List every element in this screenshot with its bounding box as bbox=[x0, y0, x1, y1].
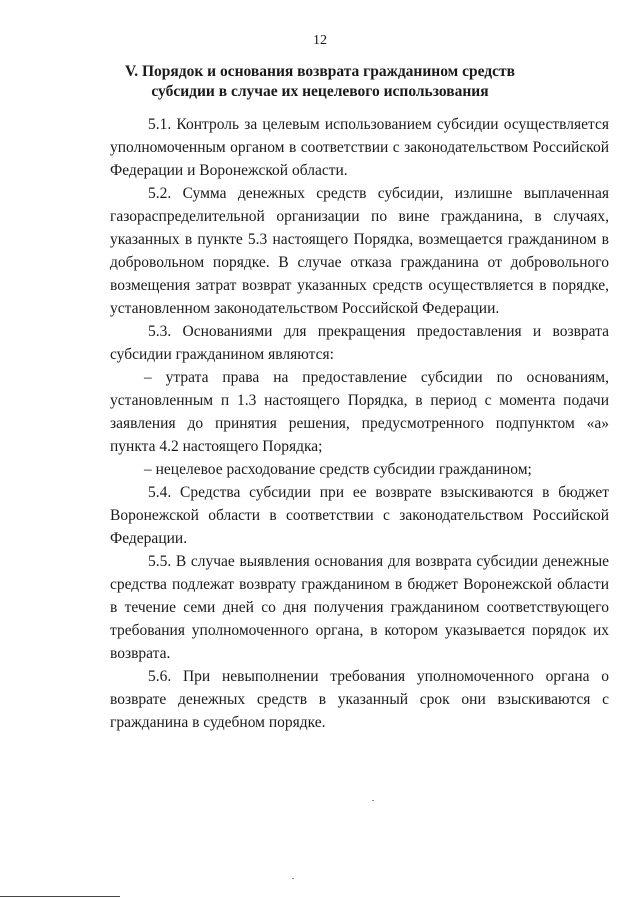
page-number: 12 bbox=[313, 33, 327, 48]
paragraph-5-6: 5.6. При невыполнении требования уполномоченного органа о возврате денежных средств в указанный срок они взыскиваются с гражданина в судебном порядке. bbox=[110, 668, 609, 731]
scan-speck bbox=[372, 800, 374, 801]
paragraph-5-3: 5.3. Основаниями для прекращения предоставления и возврата субсидии гражданином являются: bbox=[110, 323, 609, 363]
paragraph-5-2: 5.2. Сумма денежных средств субсидии, излишне выплаченная газораспределительной организации по вине гражданина, в случаях, указанных в пункте 5.3 настоящего Порядка, возмещается гражданином в добровольном порядке. В случае отказа гражданина от добровольного возмещения затрат возврат указанных средств осуществляется в порядке, установленном законодательством Российской Федерации. bbox=[110, 185, 609, 317]
paragraph-5-5: 5.5. В случае выявления основания для возврата субсидии денежные средства подлежат возврату гражданином в бюджет Воронежской области в течение семи дней со дня получения гражданином соответствующего требования уполномоченного органа, в котором указывается порядок их возврата. bbox=[110, 553, 609, 662]
scan-edge-line bbox=[0, 896, 120, 897]
section-title: V. Порядок и основания возврата гражданином средств субсидии в случае их нецелевого использования bbox=[125, 63, 515, 100]
list-item-loss-of-right: – утрата права на предоставление субсидии по основаниям, установленным п 1.3 настоящего Порядка, в период с момента подачи заявления до принятия решения, предусмотренного подпунктом «а» пункта 4.2 настоящего Порядка; bbox=[110, 369, 609, 455]
scan-speck bbox=[292, 878, 294, 879]
paragraph-5-1: 5.1. Контроль за целевым использованием субсидии осуществляется уполномоченным органом в соответствии с законодательством Российской Федерации и Воронежской области. bbox=[110, 116, 609, 179]
list-item-misuse: – нецелевое расходование средств субсидии гражданином; bbox=[144, 461, 532, 478]
document-body bbox=[110, 113, 609, 734]
paragraph-5-4: 5.4. Средства субсидии при ее возврате взыскиваются в бюджет Воронежской области в соответствии с законодательством Российской Федерации. bbox=[110, 484, 609, 547]
